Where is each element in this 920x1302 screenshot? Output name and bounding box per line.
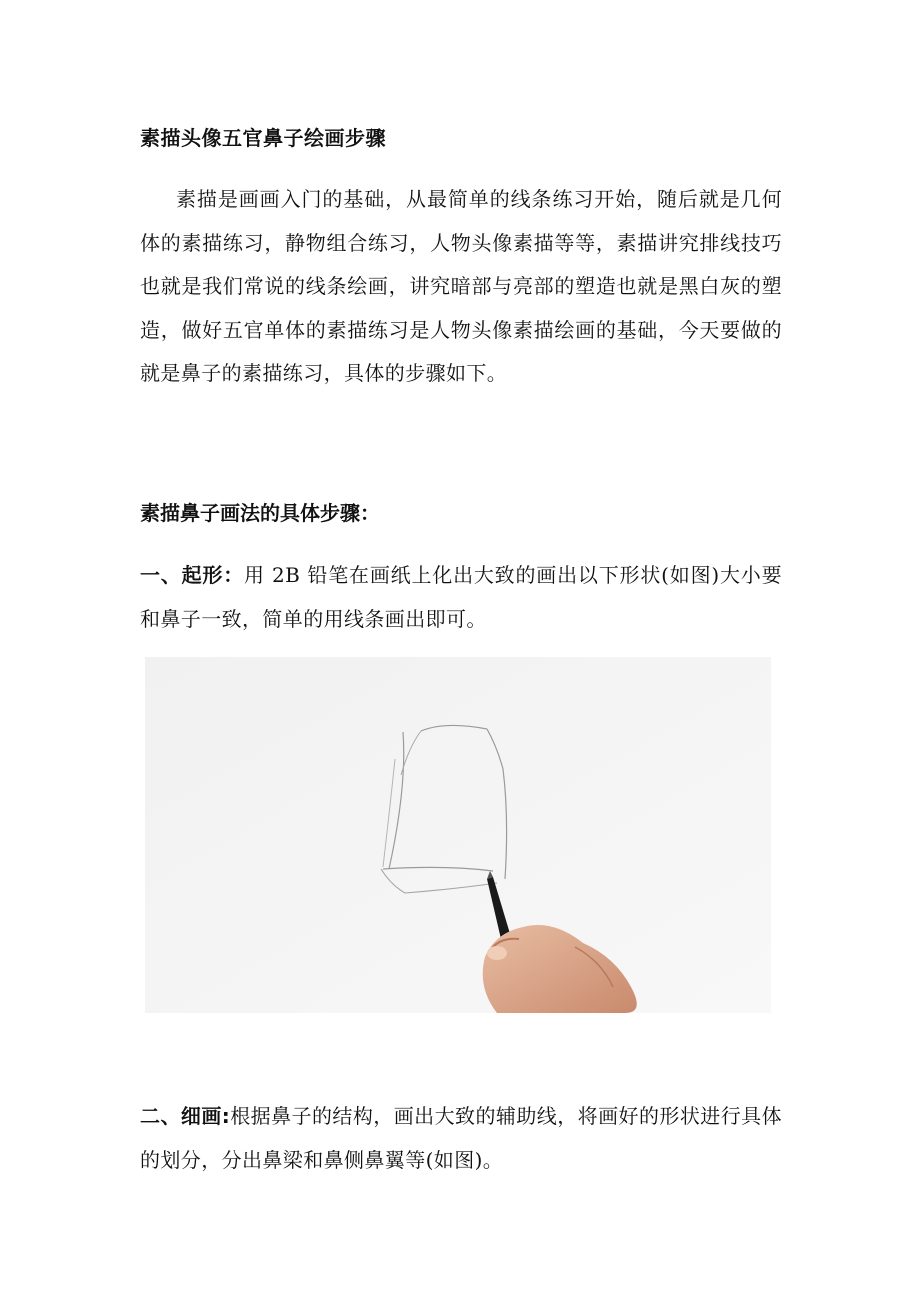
- page-title: 素描头像五官鼻子绘画步骤: [140, 126, 386, 150]
- nose-outline-sketch: [145, 657, 771, 1013]
- step-2-lead: 二、细画:: [140, 1104, 231, 1128]
- steps-heading: 素描鼻子画法的具体步骤：: [140, 501, 380, 525]
- step-2-text: 根据鼻子的结构，画出大致的辅助线，将画好的形状进行具体的划分，分出鼻梁和鼻侧鼻翼等(如图)。: [140, 1104, 782, 1172]
- sketch-photo: [145, 657, 771, 1013]
- step-1-text: 用 2B 铅笔在画纸上化出大致的画出以下形状(如图)大小要和鼻子一致，简单的用线条画出即可。: [140, 563, 783, 631]
- step-2-paragraph: [140, 1095, 782, 1182]
- step-1-paragraph: [140, 554, 782, 641]
- intro-paragraph: 素描是画画入门的基础，从最简单的线条练习开始，随后就是几何体的素描练习，静物组合练习，人物头像素描等等，素描讲究排线技巧也就是我们常说的线条绘画，讲究暗部与亮部的塑造也就是黑白灰的塑造，做好五官单体的素描练习是人物头像素描绘画的基础，今天要做的就是鼻子的素描练习，具体的步骤如下。: [140, 187, 782, 385]
- step-1-lead: 一、起形：: [140, 563, 245, 587]
